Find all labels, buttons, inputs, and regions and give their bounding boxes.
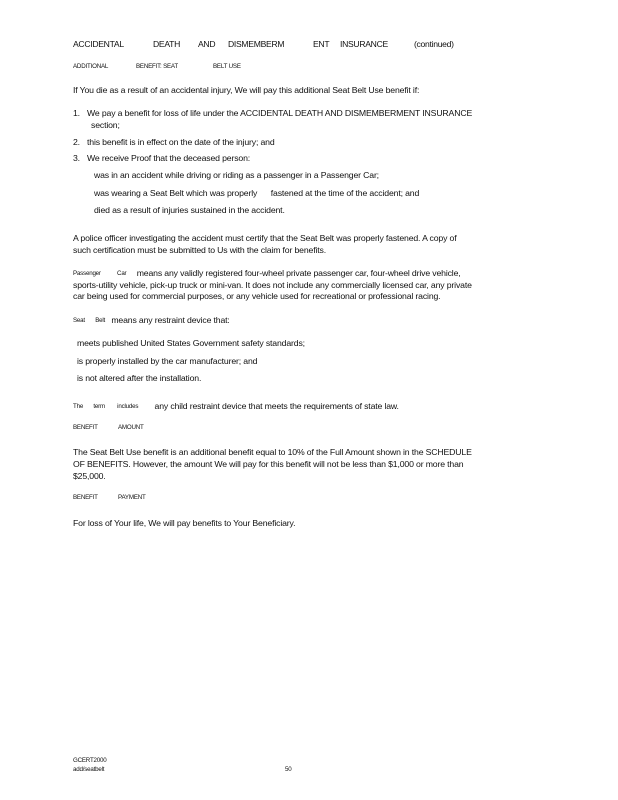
condition-item (73, 108, 472, 120)
term-includes-line (73, 401, 399, 413)
definition-text: means any restraint device that: (111, 315, 230, 325)
proof-item-text: died as a result of injuries sustained in the accident. (94, 205, 285, 215)
footer-file-name: add/seatbelt (73, 766, 105, 773)
term-word: The (73, 403, 84, 410)
seat-belt-definition (73, 315, 230, 327)
term-text: any child restraint device that meets the requirements of state law. (154, 401, 399, 411)
paragraph-line: $25,000. (73, 471, 106, 481)
paragraph-line: A police officer investigating the accident must certify that the Seat Belt was properly fastened. A copy of (73, 233, 457, 243)
proof-item (90, 188, 419, 200)
header-word: AND (198, 39, 216, 49)
criteria-item (73, 356, 257, 368)
condition-text: We pay a benefit for loss of life under the ACCIDENTAL DEATH AND DISMEMBERMENT INSURANCE (87, 108, 473, 118)
header-word: DEATH (153, 39, 180, 49)
proof-item-text: was wearing a Seat Belt which was properly fastened at the time of the accident; and (94, 188, 420, 198)
proof-item (90, 205, 285, 217)
definition-line: sports-utility vehicle, pick-up truck or mini-van. It does not include any commercially licensed car, any private (73, 280, 472, 290)
header-word: ACCIDENTAL (73, 39, 124, 49)
defined-term: Car (117, 270, 127, 277)
header-continued: (continued) (414, 39, 454, 49)
condition-item (73, 137, 275, 149)
condition-continuation: section; (91, 120, 120, 130)
subtitle-word: BENEFIT: SEAT (136, 63, 178, 70)
header-word: INSURANCE (340, 39, 388, 49)
page-number: 50 (285, 766, 292, 773)
definition-line: car being used for commercial purposes, or any vehicle used for recreational or professional racing. (73, 291, 441, 301)
criteria-item (73, 373, 201, 385)
heading-word: PAYMENT (118, 494, 146, 501)
heading-word: AMOUNT (118, 424, 144, 431)
subtitle-word: BELT USE (213, 63, 241, 70)
heading-word: BENEFIT (73, 494, 98, 501)
paragraph-line: such certification must be submitted to Us with the claim for benefits. (73, 245, 326, 255)
condition-text: this benefit is in effect on the date of the injury; and (87, 137, 275, 147)
proof-item (90, 170, 379, 182)
paragraph-line: OF BENEFITS. However, the amount We will pay for this benefit will not be less than $1,000 or more than (73, 459, 464, 469)
defined-term: Seat (73, 317, 85, 324)
term-word: term (93, 403, 105, 410)
term-word: includes (117, 403, 139, 410)
intro-paragraph: If You die as a result of an accidental injury, We will pay this additional Seat Belt Use benefit if: (73, 85, 420, 95)
criteria-item (73, 338, 305, 350)
definition-line (73, 268, 461, 280)
footer-form-id: GCERT2000 (73, 757, 107, 764)
benefit-payment-paragraph: For loss of Your life, We will pay benefits to Your Beneficiary. (73, 518, 296, 528)
condition-item (73, 153, 250, 165)
defined-term: Belt (95, 317, 106, 324)
condition-text: We receive Proof that the deceased person: (87, 153, 251, 163)
criteria-text: is properly installed by the car manufacturer; and (77, 356, 258, 366)
header-word: ENT (313, 39, 330, 49)
condition-number: 3. (73, 153, 80, 163)
criteria-text: is not altered after the installation. (77, 373, 202, 383)
proof-item-text: was in an accident while driving or riding as a passenger in a Passenger Car; (94, 170, 379, 180)
definition-text: means any validly registered four-wheel private passenger car, four-wheel drive vehicle, (136, 268, 461, 278)
subtitle-word: ADDITIONAL (73, 63, 109, 70)
paragraph-line: The Seat Belt Use benefit is an additional benefit equal to 10% of the Full Amount shown in the SCHEDULE (73, 447, 472, 457)
condition-number: 1. (73, 108, 80, 118)
criteria-text: meets published United States Government safety standards; (77, 338, 305, 348)
header-word: DISMEMBERM (228, 39, 285, 49)
heading-word: BENEFIT (73, 424, 98, 431)
condition-number: 2. (73, 137, 80, 147)
defined-term: Passenger (73, 270, 101, 277)
